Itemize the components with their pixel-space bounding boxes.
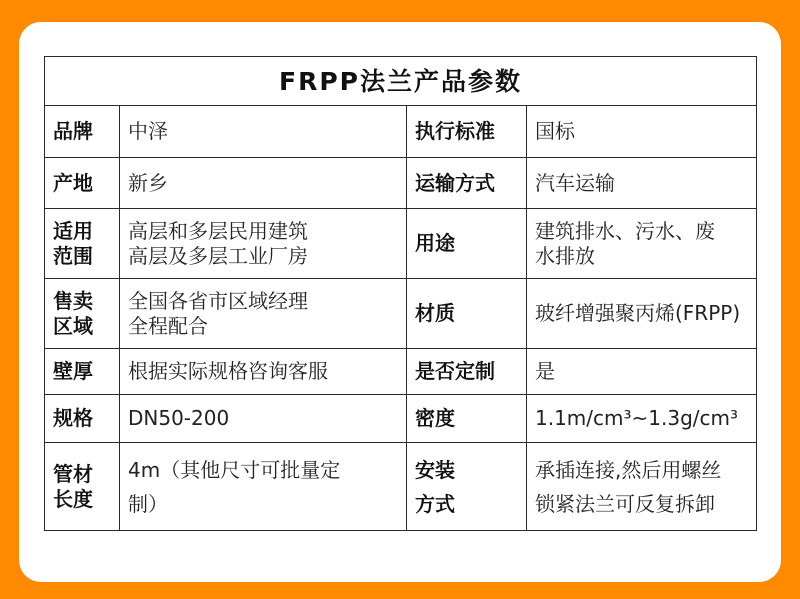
row-value: 新乡 [120,158,407,209]
row-value: 承插连接,然后用螺丝 锁紧法兰可反复拆卸 [527,443,757,531]
row-value: DN50-200 [120,395,407,443]
table-row [45,279,757,349]
row-value: 1.1m/cm³~1.3g/cm³ [527,395,757,443]
row-label: 产地 [45,158,120,209]
row-value: 是 [527,349,757,395]
table-row [45,209,757,279]
row-value: 根据实际规格咨询客服 [120,349,407,395]
row-label: 是否定制 [407,349,527,395]
table-row [45,443,757,531]
table-title: FRPP法兰产品参数 [45,57,757,106]
row-label: 执行标准 [407,106,527,158]
title-row [45,57,757,106]
spec-table [44,56,757,531]
table-row [45,158,757,209]
row-value: 国标 [527,106,757,158]
row-value: 玻纤增强聚丙烯(FRPP) [527,279,757,349]
row-value: 中泽 [120,106,407,158]
row-value: 4m（其他尺寸可批量定 制） [120,443,407,531]
table-row [45,349,757,395]
row-value: 汽车运输 [527,158,757,209]
row-label: 售卖 区域 [45,279,120,349]
row-label: 品牌 [45,106,120,158]
table-row [45,395,757,443]
row-label: 安装 方式 [407,443,527,531]
row-label: 适用 范围 [45,209,120,279]
row-value: 全国各省市区域经理 全程配合 [120,279,407,349]
row-value: 建筑排水、污水、废 水排放 [527,209,757,279]
table-row [45,106,757,158]
row-label: 规格 [45,395,120,443]
row-label: 壁厚 [45,349,120,395]
row-label: 用途 [407,209,527,279]
row-label: 密度 [407,395,527,443]
row-label: 运输方式 [407,158,527,209]
row-label: 材质 [407,279,527,349]
row-label: 管材 长度 [45,443,120,531]
row-value: 高层和多层民用建筑 高层及多层工业厂房 [120,209,407,279]
